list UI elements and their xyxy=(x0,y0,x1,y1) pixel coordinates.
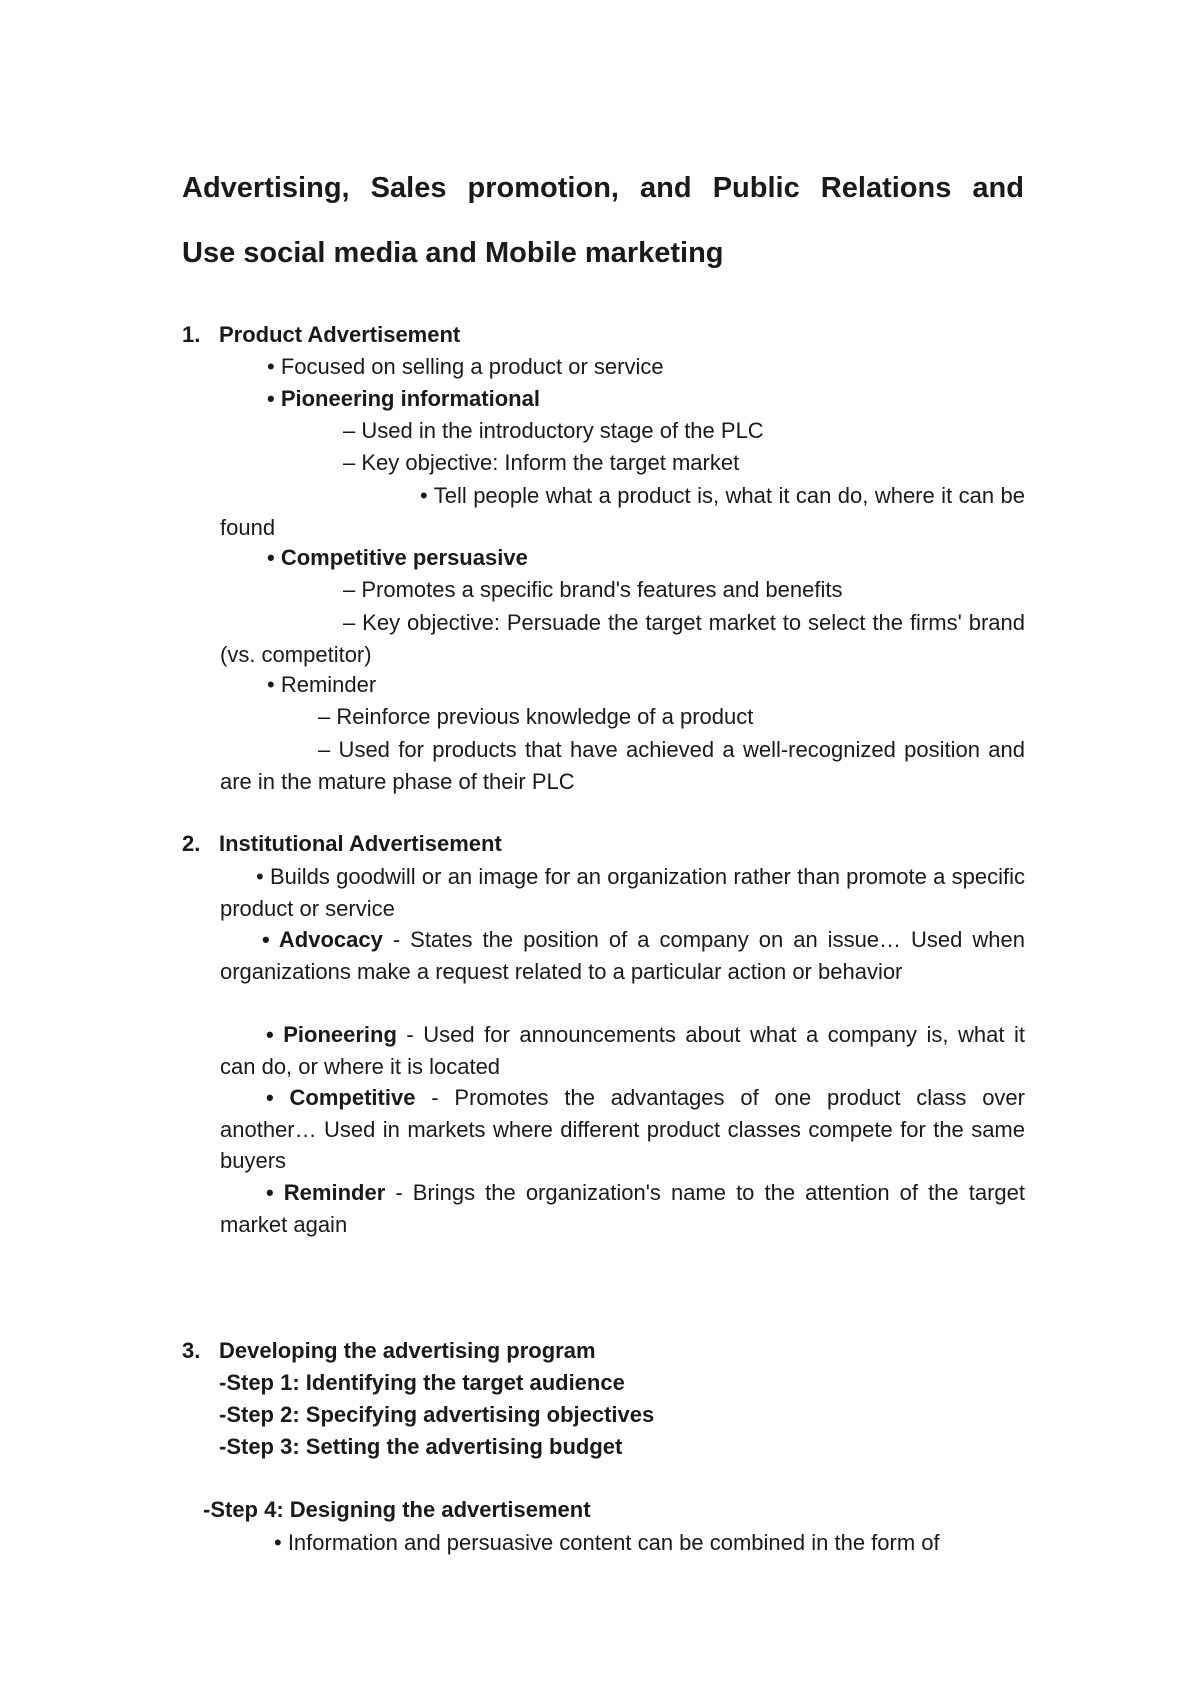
competitive-label: • Competitive xyxy=(266,1085,416,1110)
section-1-pioneering-2: – Key objective: Inform the target market xyxy=(343,450,740,475)
section-3-step-4-bullet: • Information and persuasive content can be combined in the form of xyxy=(274,1530,940,1555)
section-2-advocacy xyxy=(220,924,1025,987)
section-1-reminder-1: – Reinforce previous knowledge of a product xyxy=(318,704,754,729)
section-2-heading xyxy=(182,831,502,857)
section-2-reminder xyxy=(220,1177,1025,1240)
section-3-heading xyxy=(182,1338,596,1364)
reminder-text: - Brings the organization's name to the attention of the target market again xyxy=(220,1180,1025,1237)
section-3-title: Developing the advertising program xyxy=(219,1338,596,1363)
section-1-focused: • Focused on selling a product or service xyxy=(267,354,664,379)
section-3-step-4: -Step 4: Designing the advertisement xyxy=(203,1497,591,1522)
section-3-step-3: -Step 3: Setting the advertising budget xyxy=(219,1434,623,1459)
section-1-competitive-label: • Competitive persuasive xyxy=(267,545,528,570)
section-3-number: 3. xyxy=(182,1338,201,1363)
section-1-heading xyxy=(182,322,460,348)
section-1-title: Product Advertisement xyxy=(219,322,461,347)
section-2-title: Institutional Advertisement xyxy=(219,831,502,856)
advocacy-label: • Advocacy xyxy=(262,927,383,952)
pioneering-label: • Pioneering xyxy=(266,1022,397,1047)
section-1-competitive-2: – Key objective: Persuade the target market to select the firms' brand (vs. competitor) xyxy=(220,610,1025,667)
section-2-pioneering xyxy=(220,1019,1025,1082)
section-1-reminder-2: – Used for products that have achieved a well-recognized position and are in the mature phase of their PLC xyxy=(220,737,1025,794)
section-1-number: 1. xyxy=(182,322,201,347)
section-2-number: 2. xyxy=(182,831,201,856)
section-1-pioneering-1: – Used in the introductory stage of the PLC xyxy=(343,418,764,443)
section-1-competitive-1: – Promotes a specific brand's features and benefits xyxy=(343,577,843,602)
section-1-reminder-label: • Reminder xyxy=(267,672,377,697)
document-title-line-1: Advertising, Sales promotion, and Public Relations and xyxy=(182,172,1024,204)
pioneering-3-text: Tell people what a product is, what it can do, where it can be found xyxy=(220,483,1025,540)
document-title-line-2: Use social media and Mobile marketing xyxy=(182,237,724,269)
section-2-competitive xyxy=(220,1082,1025,1177)
reminder-label: • Reminder xyxy=(266,1180,386,1205)
section-1-pioneering-3 xyxy=(220,480,1025,543)
competitive-text: - Promotes the advantages of one product class over another… Used in markets where different product classes compete for the same buyers xyxy=(220,1085,1025,1173)
section-2-goodwill: • Builds goodwill or an image for an organization rather than promote a specific product or service xyxy=(220,864,1025,921)
section-1-pioneering-label: • Pioneering informational xyxy=(267,386,540,411)
advocacy-text: - States the position of a company on an issue… Used when organizations make a request related to a particular action or behavior xyxy=(220,927,1025,984)
section-3-step-2: -Step 2: Specifying advertising objectives xyxy=(219,1402,655,1427)
pioneering-text: - Used for announcements about what a company is, what it can do, or where it is located xyxy=(220,1022,1025,1079)
section-3-step-1: -Step 1: Identifying the target audience xyxy=(219,1370,625,1395)
bullet: • xyxy=(420,483,434,508)
